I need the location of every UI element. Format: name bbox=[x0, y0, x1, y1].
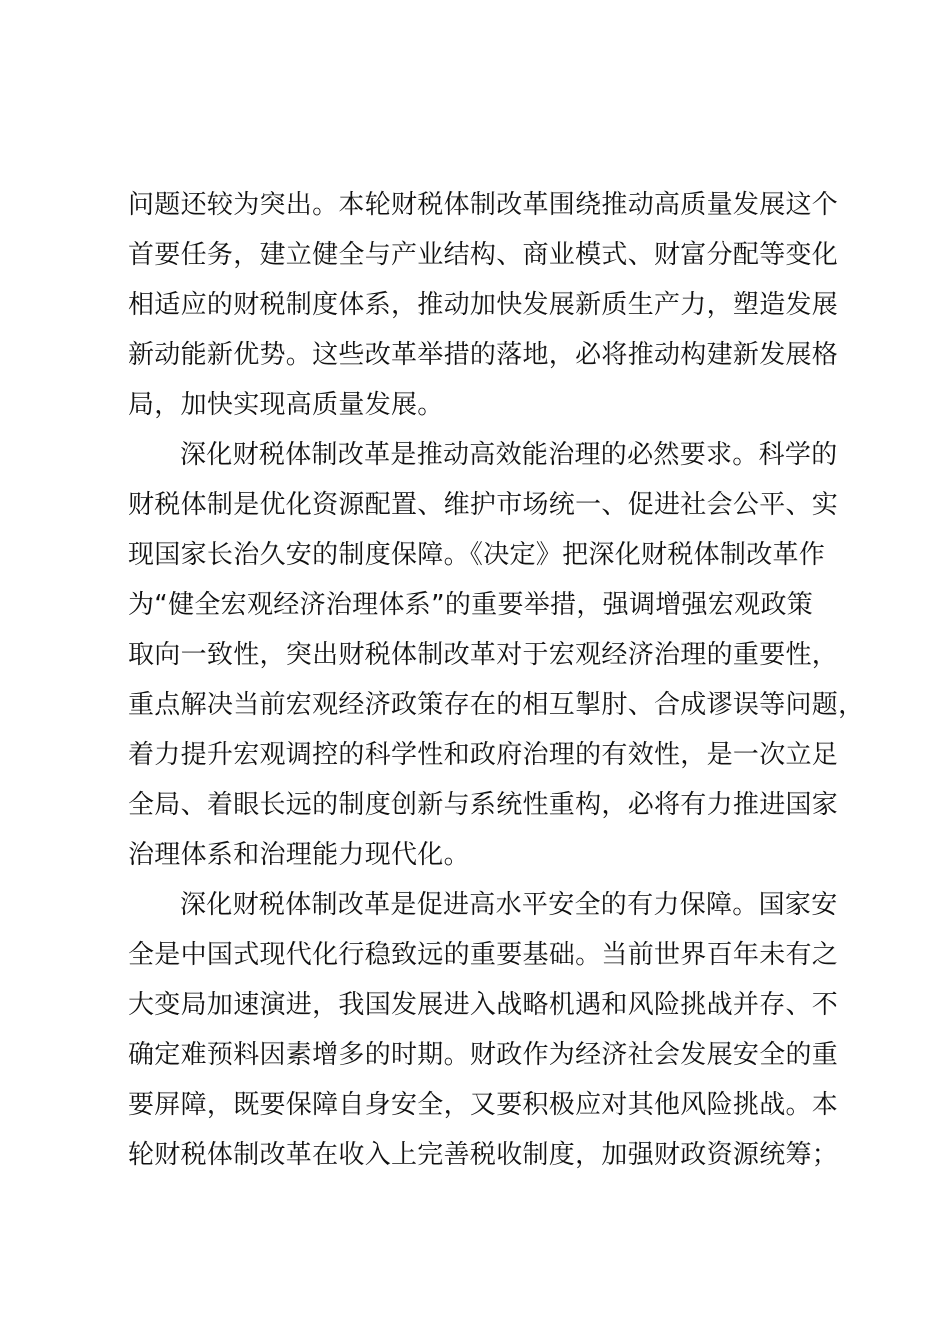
text-line: 相适应的财税制度体系，推动加快发展新质生产力，塑造发展 bbox=[128, 290, 839, 320]
text-line: 确定难预料因素增多的时期。财政作为经济社会发展安全的重 bbox=[128, 1040, 839, 1070]
paragraph-2 bbox=[128, 430, 865, 880]
text-line: 首要任务，建立健全与产业结构、商业模式、财富分配等变化 bbox=[128, 240, 839, 270]
text-line: 局，加快实现高质量发展。 bbox=[128, 390, 444, 420]
text-line: 治理体系和治理能力现代化。 bbox=[128, 840, 470, 870]
text-line: 轮财税体制改革在收入上完善税收制度，加强财政资源统筹； bbox=[128, 1140, 839, 1170]
text-line: 要屏障，既要保障自身安全，又要积极应对其他风险挑战。本 bbox=[128, 1090, 839, 1120]
text-line: 深化财税体制改革是推动高效能治理的必然要求。科学的 bbox=[180, 440, 838, 470]
paragraph-3 bbox=[128, 880, 848, 1180]
body-text bbox=[128, 180, 865, 1180]
text-line: 重点解决当前宏观经济政策存在的相互掣肘、合成谬误等问题， bbox=[128, 690, 865, 720]
text-line: 问题还较为突出。本轮财税体制改革围绕推动高质量发展这个 bbox=[128, 190, 839, 220]
paragraph-1 bbox=[128, 180, 848, 430]
text-line: 新动能新优势。这些改革举措的落地，必将推动构建新发展格 bbox=[128, 340, 839, 370]
text-line: 全是中国式现代化行稳致远的重要基础。当前世界百年未有之 bbox=[128, 940, 839, 970]
text-line: 为“健全宏观经济治理体系”的重要举措，强调增强宏观政策 bbox=[128, 590, 814, 620]
text-line: 取向一致性，突出财税体制改革对于宏观经济治理的重要性， bbox=[128, 640, 839, 670]
text-line: 深化财税体制改革是促进高水平安全的有力保障。国家安 bbox=[180, 890, 838, 920]
text-line: 全局、着眼长远的制度创新与系统性重构，必将有力推进国家 bbox=[128, 790, 839, 820]
text-line: 财税体制是优化资源配置、维护市场统一、促进社会公平、实 bbox=[128, 490, 839, 520]
text-line: 着力提升宏观调控的科学性和政府治理的有效性，是一次立足 bbox=[128, 740, 839, 770]
text-line: 现国家长治久安的制度保障。《决定》把深化财税体制改革作 bbox=[128, 540, 826, 570]
text-line: 大变局加速演进，我国发展进入战略机遇和风险挑战并存、不 bbox=[128, 990, 839, 1020]
